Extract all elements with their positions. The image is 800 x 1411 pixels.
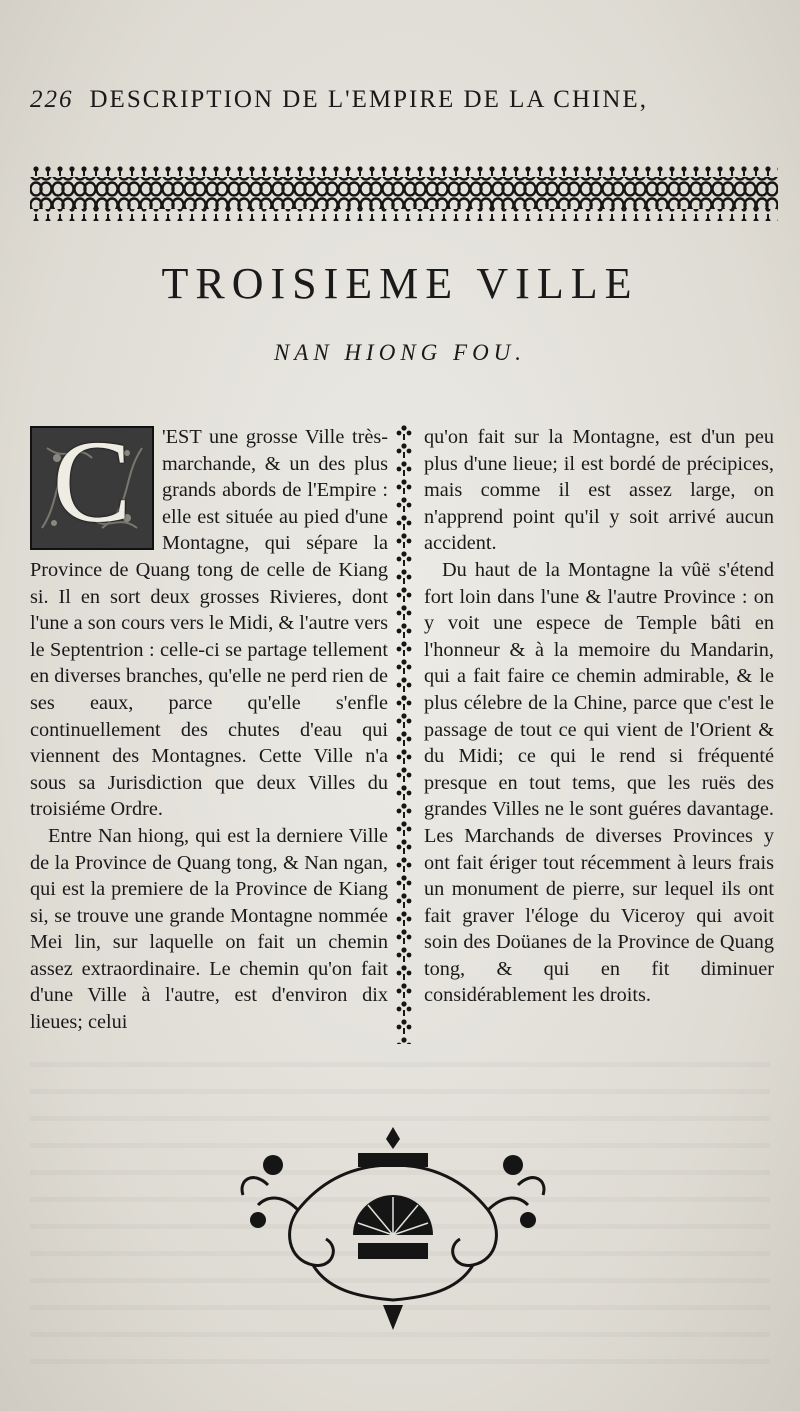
right-paragraph-1: qu'on fait sur la Montagne, est d'un peu plus d'une lieue; il est bordé de précipices, mais comme il est assez large, on n'apprend point qu'il y soit arrivé aucun accident. xyxy=(424,426,774,555)
left-paragraph-2: Entre Nan hiong, qui est la derniere Ville de la Province de Quang tong, & Nan ngan, qui est la premiere de la Province de Kiang si, se trouve une grande Montagne nommée Mei lin, sur laquelle on fait un chemin assez extraordinaire. Le chemin qu'on fait d'une Ville à l'autre, est d'environ dix lieues; celui xyxy=(30,824,388,1034)
running-head xyxy=(30,86,775,120)
chapter-subtitle: NAN HIONG FOU. xyxy=(273,340,527,365)
left-column xyxy=(30,416,388,1036)
fleuron-column-rule xyxy=(389,424,419,1044)
tailpiece-ornament xyxy=(228,1125,558,1330)
running-title: DESCRIPTION DE L'EMPIRE DE LA CHINE, xyxy=(89,86,648,113)
right-column xyxy=(424,424,774,1009)
chapter-title: TROISIEME VILLE xyxy=(161,259,639,308)
decorated-initial xyxy=(30,416,154,550)
initial-letter: C xyxy=(52,416,132,547)
page-number: 226 xyxy=(30,86,74,113)
ornamental-banner xyxy=(30,165,778,221)
right-paragraph-2: Du haut de la Montagne la vûë s'étend fort loin dans l'une & l'autre Province : on y voit une espece de Temple bâti en l'honneur & à la memoire du Mandarin, qui a fait faire ce chemin admirable, & le plus célebre de la Chine, parce que c'est le passage de tout ce qui vient de l'Orient & du Midi; ce qui le rend si fréquenté presque en tout tems, que les ruës des grandes Villes ne le sont guéres davantage. Les Marchands de diverses Provinces y ont fait ériger tout récemment à leurs frais un monument de pierre, sur lequel ils ont fait graver l'éloge du Viceroy qui avoit soin des Doüanes de la Province de Quang tong, & qui en fit diminuer considérablement les droits. xyxy=(424,558,774,1007)
left-paragraph-1: 'EST une grosse Ville très-marchande, & un des plus grands abords de l'Empire : elle est située au pied d'une Montagne, qui sépare la Province de Quang tong de celle de Kiang si. Il en sort deux grosses Rivieres, dont l'une a son cours vers le Midi, & l'autre vers le Septentrion : celle-ci se partage tellement en diverses branches, qu'elle ne perd rien de ses eaux, parce qu'elle s'enfle continuellement des chutes d'eau qui viennent des Montagnes. Cette Ville n'a sous sa Jurisdiction que deux Villes du troisiéme Ordre. xyxy=(30,426,388,821)
